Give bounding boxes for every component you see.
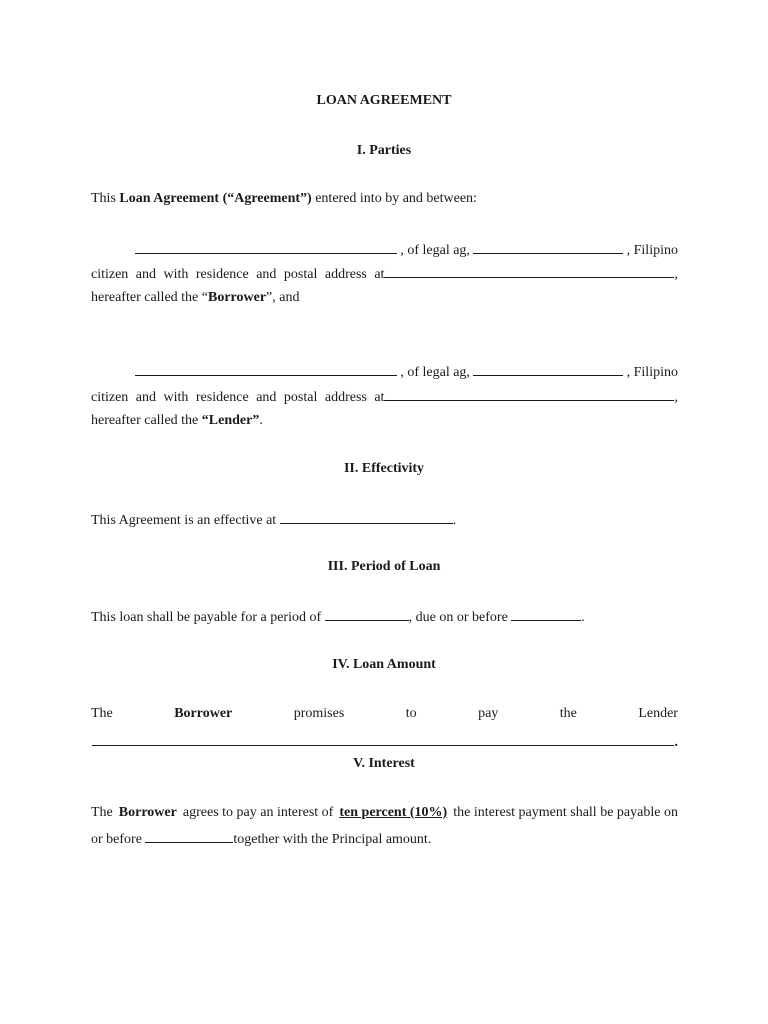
- interest-due-date-blank[interactable]: [145, 829, 233, 843]
- lender-called-line: [91, 412, 678, 430]
- borrower-age-blank[interactable]: [473, 240, 623, 254]
- borrower-called-suffix: ”, and: [266, 290, 300, 305]
- period-text-b: , due on or before: [408, 610, 508, 625]
- lender-address-line: [91, 387, 678, 407]
- interest-prefix: The: [91, 805, 113, 820]
- borrower-legal-age-text: , of legal ag,: [400, 243, 470, 258]
- lender-name-blank[interactable]: [135, 362, 397, 376]
- lender-address-blank[interactable]: [384, 387, 674, 401]
- interest-line2-suffix: together with the Principal amount.: [233, 832, 432, 847]
- borrower-citizen-word: and: [256, 267, 277, 282]
- borrower-called-line: [91, 289, 678, 307]
- effectivity-text: This Agreement is an effective at: [91, 513, 277, 528]
- lender-legal-age-text: , of legal ag,: [400, 365, 470, 380]
- interest-line-2: [91, 829, 678, 849]
- period-text-a: This loan shall be payable for a period of: [91, 610, 322, 625]
- section-heading-effectivity: II. Effectivity: [343, 461, 425, 476]
- amount-line: [91, 705, 678, 723]
- amount-word: Lender: [638, 706, 678, 721]
- lender-called-bold: “Lender”: [201, 413, 260, 428]
- lender-citizen-word: and: [135, 390, 157, 405]
- interest-borrower: Borrower: [118, 805, 177, 820]
- lender-citizen-word: postal: [283, 390, 318, 405]
- lender-citizen-word: address: [324, 390, 367, 405]
- parties-intro-suffix: entered into by and between:: [315, 191, 477, 206]
- amount-word: pay: [478, 706, 499, 721]
- interest-mid: agrees to pay an interest of: [182, 805, 334, 820]
- lender-citizen-word: residence: [195, 390, 249, 405]
- borrower-name-line: [135, 240, 678, 260]
- amount-word: the: [559, 706, 577, 721]
- lender-citizen-word: at: [374, 390, 385, 405]
- amount-end: .: [674, 735, 678, 750]
- parties-intro-prefix: This: [91, 191, 116, 206]
- borrower-name-blank[interactable]: [135, 240, 397, 254]
- amount-word: to: [405, 706, 417, 721]
- borrower-citizen-word: and: [135, 267, 157, 282]
- parties-intro-bold: Loan Agreement (“Agreement”): [119, 191, 312, 206]
- borrower-filipino-text: , Filipino: [626, 243, 678, 258]
- effectivity-end: .: [452, 513, 457, 528]
- amount-word: promises: [293, 706, 345, 721]
- borrower-citizen-word: at: [374, 267, 385, 282]
- lender-citizen-word: with: [163, 390, 189, 405]
- period-end: .: [581, 610, 585, 625]
- period-length-blank[interactable]: [325, 607, 409, 621]
- interest-line-1: [91, 804, 678, 822]
- lender-citizen-word: and: [256, 390, 277, 405]
- lender-called-prefix: hereafter called the: [91, 413, 199, 428]
- period-due-date-blank[interactable]: [511, 607, 581, 621]
- borrower-citizen-word: address: [324, 267, 367, 282]
- interest-rate: ten percent (10%): [339, 805, 448, 820]
- lender-called-suffix: .: [259, 413, 263, 428]
- borrower-address-blank[interactable]: [384, 264, 674, 278]
- amount-borrower-word: Borrower: [174, 706, 233, 721]
- section-heading-period: III. Period of Loan: [327, 559, 441, 574]
- section-heading-interest: V. Interest: [353, 756, 415, 771]
- borrower-called-bold: Borrower: [207, 290, 267, 305]
- document-title: LOAN AGREEMENT: [316, 93, 452, 108]
- interest-suffix: the interest payment shall be payable on: [453, 805, 678, 820]
- borrower-address-comma: ,: [674, 267, 678, 282]
- borrower-called-prefix: hereafter called the “: [91, 290, 208, 305]
- borrower-citizen-word: postal: [283, 267, 318, 282]
- period-line: [91, 607, 678, 627]
- borrower-citizen-word: with: [163, 267, 189, 282]
- borrower-address-line: [91, 264, 678, 284]
- interest-line2-prefix: or before: [91, 832, 142, 847]
- amount-word: The: [91, 706, 113, 721]
- parties-intro: [91, 190, 678, 208]
- effectivity-line: [91, 510, 678, 530]
- lender-citizen-word: citizen: [91, 390, 129, 405]
- effectivity-date-blank[interactable]: [280, 510, 453, 524]
- lender-age-blank[interactable]: [473, 362, 623, 376]
- borrower-citizen-word: residence: [195, 267, 249, 282]
- borrower-citizen-word: citizen: [91, 267, 129, 282]
- amount-blank-line: [91, 732, 678, 752]
- lender-name-line: [135, 362, 678, 382]
- amount-blank[interactable]: [92, 732, 674, 746]
- lender-filipino-text: , Filipino: [626, 365, 678, 380]
- section-heading-amount: IV. Loan Amount: [332, 657, 436, 672]
- section-heading-parties: I. Parties: [356, 143, 412, 158]
- lender-address-comma: ,: [674, 390, 678, 405]
